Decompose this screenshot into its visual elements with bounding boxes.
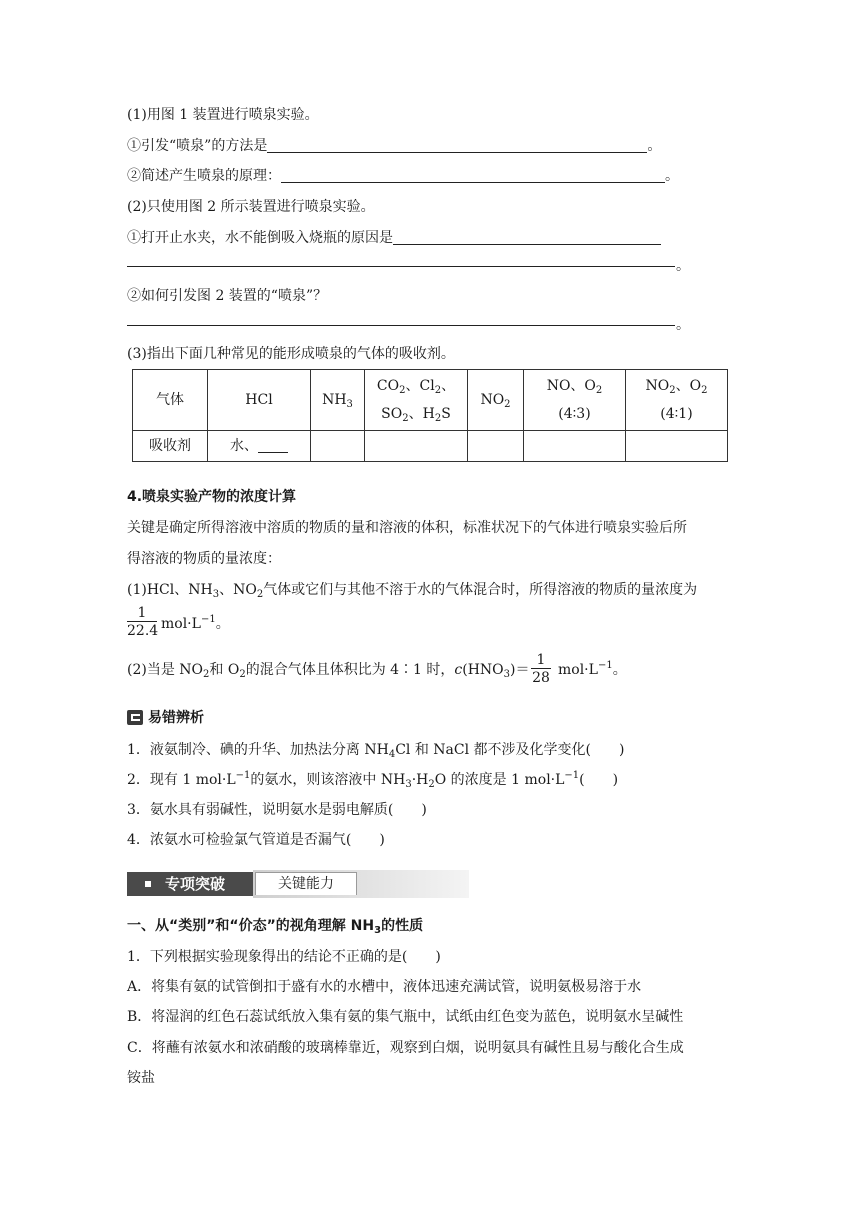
q2-heading: (2)只使用图 2 所示装置进行喷泉实验。 bbox=[127, 199, 375, 215]
section4-intro-line1: 关键是确定所得溶液中溶质的物质的量和溶液的体积，标准状况下的气体进行喷泉实验后所 bbox=[127, 520, 687, 536]
section4-point2: (2)当是 $NO_2$和 $O_2$的混合气体且体积比为 4∶1 时，$c(HNO_3)=$ bbox=[127, 662, 530, 680]
q1-a-line: ①引发“喷泉”的方法是 。 bbox=[127, 138, 662, 154]
banner-tab: 关键能力 bbox=[255, 872, 357, 895]
option-b[interactable]: B．将湿润的红色石蕊试纸放入集有氨的集气瓶中，试纸由红色变为蓝色，说明氨水呈碱性 bbox=[127, 1009, 684, 1025]
unit-mol-per-l: $mol\cdot L^{-1}$。 bbox=[558, 660, 627, 678]
cell-co2-cl2-so2-h2s: $CO_2$、$Cl_2$、 $SO_2$、$H_2S$ bbox=[365, 370, 468, 431]
section4-intro-line2: 得溶液的物质的量浓度： bbox=[127, 551, 281, 567]
cell-empty[interactable] bbox=[468, 431, 524, 462]
section-banner bbox=[127, 870, 469, 898]
option-a[interactable]: A．将集有氨的试管倒扣于盛有水的水槽中，液体迅速充满试管，说明氨极易溶于水 bbox=[127, 979, 642, 995]
error-item-1: 1．液氨制冷、碘的升华、加热法分离 $NH_4Cl$ 和 NaCl 都不涉及化学变化( ) bbox=[127, 742, 625, 760]
error-item-3: 3．氨水具有弱碱性，说明氨水是弱电解质( ) bbox=[127, 802, 427, 818]
q2-a-line: ①打开止水夹，水不能倒吸入烧瓶的原因是 bbox=[127, 228, 661, 248]
cell-no2-o2: $NO_2$、$O_2$ (4∶1) bbox=[626, 370, 728, 431]
cell-nh3: $NH_3$ bbox=[311, 370, 365, 431]
cell-absorbent-hcl: 水、 bbox=[208, 431, 311, 462]
answer-blank[interactable] bbox=[258, 438, 288, 453]
option-c-line2[interactable]: 铵盐 bbox=[127, 1070, 155, 1086]
error-item-2: 2．现有 1 $mol\cdot L^{-1}$的氨水，则该溶液中 $NH_3\cdot H_2O$ 的浓度是 1 $mol\cdot L^{-1}$( ) bbox=[127, 770, 619, 790]
row-label-gas: 气体 bbox=[133, 370, 208, 431]
cell-no-o2: NO、$O_2$ (4∶3) bbox=[524, 370, 626, 431]
error-analysis-icon bbox=[127, 710, 143, 725]
answer-blank[interactable] bbox=[267, 138, 647, 153]
cell-empty[interactable] bbox=[311, 431, 365, 462]
fraction-1-over-28: 1 28 bbox=[532, 652, 550, 686]
banner-main: 专项突破 bbox=[127, 872, 253, 896]
square-bullet-icon bbox=[145, 881, 151, 887]
fraction-1-over-22.4: 1 22.4 bbox=[127, 605, 159, 639]
cell-empty[interactable] bbox=[626, 431, 728, 462]
gas-absorbent-table bbox=[132, 369, 728, 462]
cell-empty[interactable] bbox=[365, 431, 468, 462]
option-c-line1[interactable]: C．将蘸有浓氨水和浓硝酸的玻璃棒靠近，观察到白烟，说明氨具有碱性且易与酸化合生成 bbox=[127, 1040, 684, 1056]
section4-point1: (1)HCl、$NH_3$、$NO_2$气体或它们与其他不溶于水的气体混合时，所得溶液的物质的量浓度为 bbox=[127, 582, 698, 600]
answer-blank[interactable] bbox=[127, 266, 675, 267]
section4-title: 4.喷泉实验产物的浓度计算 bbox=[127, 489, 297, 505]
error-analysis-title: 易错辨析 bbox=[148, 710, 204, 726]
cell-no2: $NO_2$ bbox=[468, 370, 524, 431]
q1-heading: (1)用图 1 装置进行喷泉实验。 bbox=[127, 107, 319, 123]
question-1: 1．下列根据实验现象得出的结论不正确的是( ) bbox=[127, 949, 441, 965]
answer-blank[interactable] bbox=[281, 168, 665, 183]
cell-empty[interactable] bbox=[524, 431, 626, 462]
error-item-4: 4．浓氨水可检验氯气管道是否漏气( ) bbox=[127, 832, 385, 848]
answer-blank[interactable] bbox=[393, 230, 661, 245]
unit-mol-per-l: $mol\cdot L^{-1}$。 bbox=[161, 614, 230, 632]
q3-heading: (3)指出下面几种常见的能形成喷泉的气体的吸收剂。 bbox=[127, 346, 455, 362]
row-label-absorbent: 吸收剂 bbox=[133, 431, 208, 462]
q1-b-line: ②简述产生喷泉的原理： 。 bbox=[127, 168, 679, 184]
part1-title: 一、从“类别”和“价态”的视角理解 $NH_3$的性质 bbox=[127, 918, 424, 936]
q2-b-line: ②如何引发图 2 装置的“喷泉”？ bbox=[127, 288, 328, 304]
period: 。 bbox=[676, 258, 690, 274]
answer-blank[interactable] bbox=[127, 325, 675, 326]
period: 。 bbox=[676, 317, 690, 333]
cell-hcl: HCl bbox=[208, 370, 311, 431]
